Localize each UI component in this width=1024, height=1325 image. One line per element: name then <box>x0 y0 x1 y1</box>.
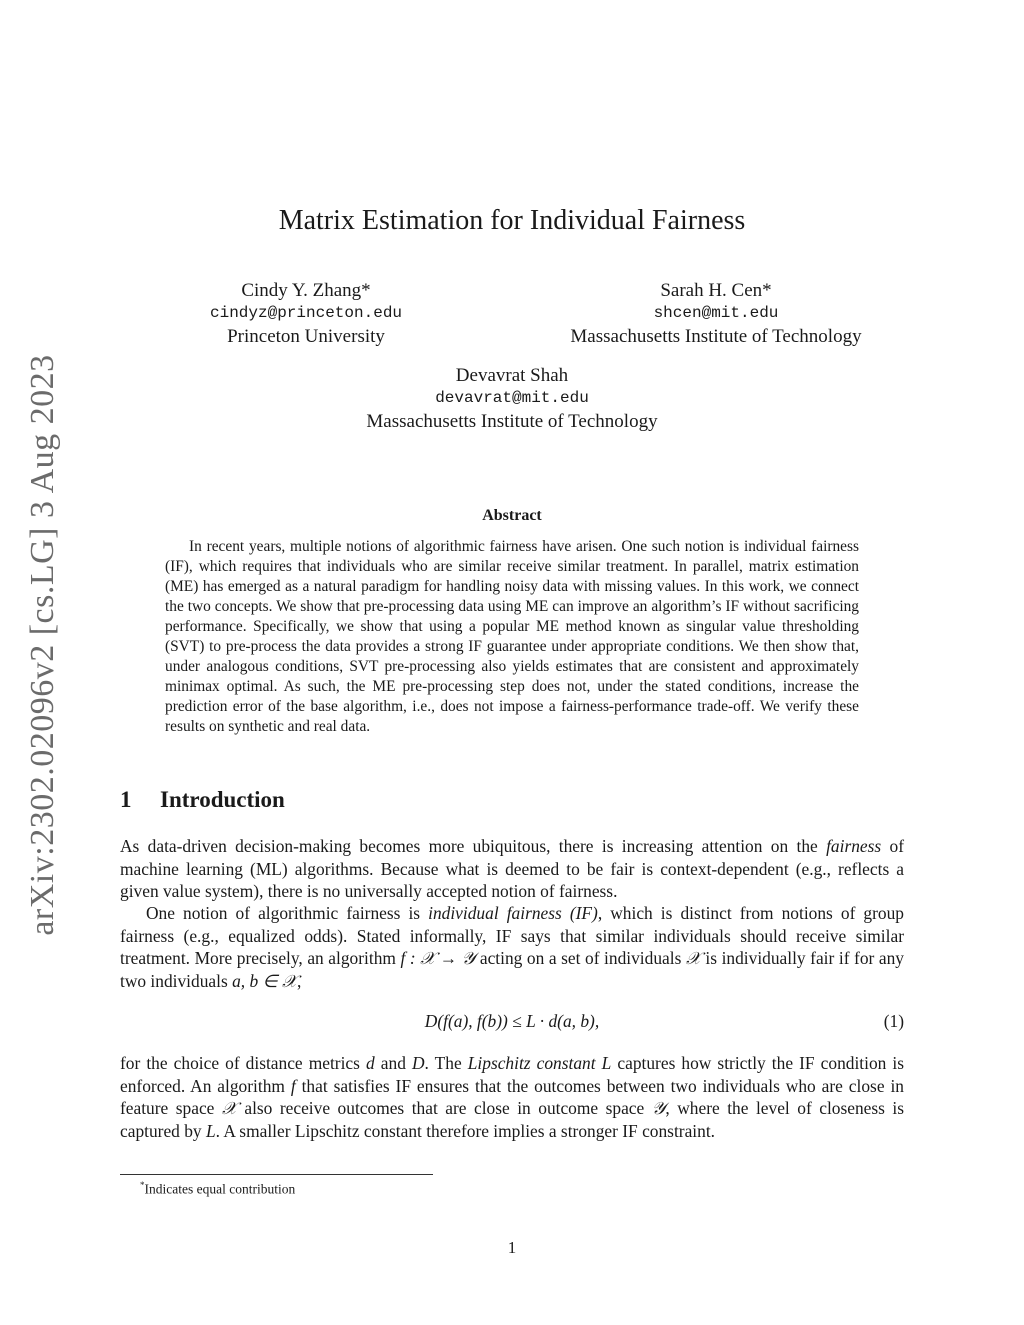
text-run: captures how strictly the IF condition is enforced. An algorithm <box>120 1053 905 1096</box>
author-name: Sarah H. Cen* <box>660 280 772 301</box>
emphasized-term: individual fairness (IF) <box>428 903 598 923</box>
text-run: of machine learning (ML) algorithms. Because what is deemed to be fair is context-dependent (e.g., reflects a given value system), there is no universally accepted notion of fairness. <box>120 836 904 901</box>
equation-block <box>120 1011 904 1035</box>
inline-math: f <box>290 1075 296 1096</box>
section-number: 1 <box>120 787 132 812</box>
text-run: . The <box>424 1053 468 1073</box>
paragraph <box>120 1052 904 1142</box>
text-run: , where the level of closeness is captured by <box>120 1098 905 1141</box>
author-affiliation: Massachusetts Institute of Technology <box>366 411 658 432</box>
emphasized-term: fairness <box>826 836 882 856</box>
text-run: for the choice of distance metrics <box>120 1053 366 1073</box>
section-heading <box>120 787 285 813</box>
text-run: One notion of algorithmic fairness is <box>146 903 429 923</box>
section-title: Introduction <box>160 787 285 812</box>
footnote-mark: * <box>140 1180 145 1190</box>
author-affiliation: Princeton University <box>227 326 385 347</box>
inline-math: D <box>411 1053 425 1073</box>
abstract-text: In recent years, multiple notions of algorithmic fairness have arisen. One such notion is individual fairness (IF), which requires that individuals who are similar receive similar treatment. In parallel, matrix estimation (ME) has emerged as a natural paradigm for handling noisy data with missing values. In this work, we connect the two concepts. We show that pre-processing data using ME can improve an algorithm’s IF without sacrificing performance. Specifically, we show that using a popular ME method known as singular value thresholding (SVT) to pre-process the data provides a strong IF guarantee under appropriate conditions. We then show that, under analogous conditions, SVT pre-processing also yields estimates that are consistent and approximately minimax optimal. As such, the ME pre-processing step does not, under the stated conditions, increase the prediction error of the base algorithm, i.e., does not impose a fairness-performance trade-off. We verify these results on synthetic and real data. <box>165 538 859 735</box>
inline-math: 𝒳 <box>685 948 701 968</box>
text-run: also receive outcomes that are close in outcome space <box>236 1098 652 1118</box>
inline-math: f : 𝒳 → 𝒴 <box>400 948 476 968</box>
page-number: 1 <box>507 1238 517 1257</box>
author-block <box>540 279 892 348</box>
text-run: As data-driven decision-making becomes more ubiquitous, there is increasing attention on the <box>120 836 827 856</box>
author-block <box>196 279 416 348</box>
text-run: that satisfies IF ensures that the outcomes between two individuals who are close in feature space <box>120 1075 904 1118</box>
author-block <box>312 364 712 433</box>
author-name: Devavrat Shah <box>455 365 569 386</box>
text-run: acting on a set of individuals <box>475 948 686 968</box>
paragraph <box>120 902 904 992</box>
text-run: . A smaller Lipschitz constant therefore implies a stronger IF constraint. <box>215 1120 715 1141</box>
inline-math: d <box>366 1053 375 1073</box>
equation-number: (1) <box>883 1011 904 1031</box>
author-email[interactable]: devavrat@mit.edu <box>435 389 589 407</box>
inline-math: 𝒴 <box>651 1098 666 1118</box>
author-name: Cindy Y. Zhang* <box>241 280 371 301</box>
inline-math: L <box>205 1120 216 1141</box>
text-run: is individually fair if for any two individuals <box>120 948 904 991</box>
inline-math: L <box>601 1053 612 1073</box>
text-run: , <box>296 970 302 991</box>
footnote <box>140 1180 295 1198</box>
paragraph <box>120 835 904 903</box>
emphasized-term: Lipschitz constant <box>467 1053 596 1073</box>
author-email[interactable]: shcen@mit.edu <box>653 304 779 322</box>
text-run: and <box>374 1053 412 1073</box>
paper-title: Matrix Estimation for Individual Fairness <box>278 205 746 236</box>
abstract-heading: Abstract <box>482 507 542 524</box>
footnote-divider <box>120 1174 433 1175</box>
author-affiliation: Massachusetts Institute of Technology <box>570 326 862 347</box>
equation-formula: D(f(a), f(b)) ≤ L · d(a, b), <box>424 1011 600 1031</box>
arxiv-identifier-stamp: arXiv:2302.02096v2 [cs.LG] 3 Aug 2023 <box>24 354 61 936</box>
inline-math: a, b ∈ 𝒳 <box>232 970 297 991</box>
text-run: , which is distinct from notions of group fairness (e.g., equalized odds). Stated informally, IF says that similar individuals should receive similar treatment. More precisely, an algorithm <box>120 903 904 968</box>
author-email[interactable]: cindyz@princeton.edu <box>209 304 403 322</box>
inline-math: 𝒳 <box>221 1098 237 1118</box>
footnote-text: Indicates equal contribution <box>144 1181 296 1197</box>
